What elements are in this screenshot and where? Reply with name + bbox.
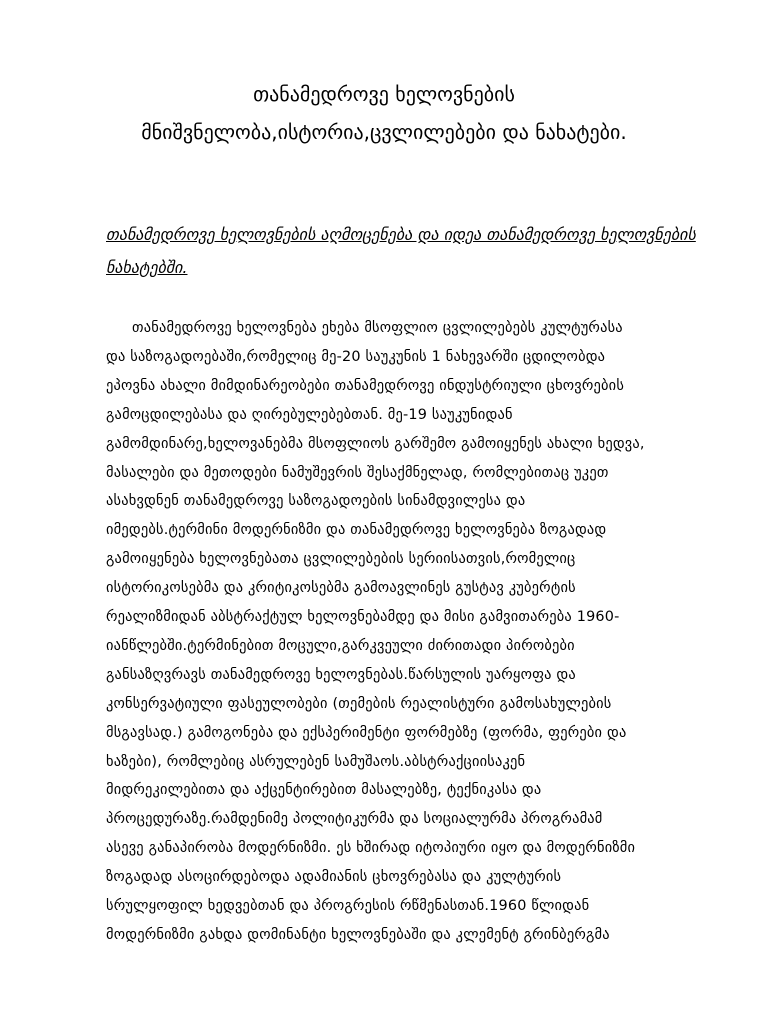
body-line: გამოიყენება ხელოვნებათა ცვლილებების სერიისათვის,რომელიც	[106, 551, 576, 568]
document-title-line-2: მნიშვნელობა,ისტორია,ცვლილებები და ნახატები.	[141, 120, 627, 144]
document-title-line-1: თანამედროვე ხელოვნების	[253, 82, 515, 106]
body-line: კონსერვატიული ფასეულობები (თემების რეალისტური გამოსახულების	[106, 695, 612, 712]
body-line: ასახვდნენ თანამედროვე საზოგადოების სინამდვილესა და	[106, 493, 526, 510]
body-line: იანწლებში.ტერმინებით მოცული,გარკვეული ძირითადი პირობები	[106, 637, 575, 654]
document-subtitle: თანამედროვე ხელოვნების აღმოცენება და იდეა თანამედროვე ხელოვნების ნახატებში.	[106, 225, 696, 277]
body-line: ასევე განაპირობა მოდერნიზმი. ეს ხშირად იტოპიური იყო და მოდერნიზმი	[106, 840, 636, 857]
body-line: პროცედურაზე.რამდენიმე პოლიტიკურმა და სოციალურმა პროგრამამ	[106, 811, 603, 828]
body-line: განსაზღვრავს თანამედროვე ხელოვნებას.წარსულის უარყოფა და	[106, 666, 576, 683]
body-line: თანამედროვე ხელოვნება ეხება მსოფლიო ცვლილებებს კულტურასა	[132, 320, 623, 336]
body-line: და საზოგადოებაში,რომელიც მე-20 საუკუნის 1 ნახევარში ცდილობდა	[106, 348, 606, 365]
body-line: მასალები და მეთოდები ნამუშევრის შესაქმნელად, რომლებითაც უკეთ	[106, 464, 609, 481]
body-line: მსგავსად.) გამოგონება და ექსპერიმენტი ფორმებზე (ფორმა, ფერები და	[106, 724, 627, 741]
body-line: მიდრეკილებითა და აქცენტირებით მასალებზე, ტექნიკასა და	[106, 782, 542, 799]
body-line: იმედებს.ტერმინი მოდერნიზმი და თანამედროვე ხელოვნება ზოგადად	[106, 522, 607, 539]
body-line: გამომდინარე,ხელოვანებმა მსოფლიოს გარშემო გამოიყენეს ახალი ხედვა,	[106, 435, 645, 452]
body-line: სრულყოფილ ხედვებთან და პროგრესის რწმენასთან.1960 წლიდან	[106, 898, 590, 914]
body-line: ეპოვნა ახალი მიმდინარეობები თანამედროვე ინდუსტრიული ცხოვრების	[106, 377, 625, 394]
body-line: გამოცდილებასა და ღირებულებებთან. მე-19 საუკუნიდან	[106, 406, 513, 423]
body-line: ხაზები), რომლებიც ასრულებენ სამუშაოს.აბსტრაქციისაკენ	[106, 753, 526, 770]
body-line: ისტორიკოსებმა და კრიტიკოსებმა გამოავლინეს გუსტავ კუბერტის	[106, 580, 576, 597]
body-line: რეალიზმიდან აბსტრაქტულ ხელოვნებამდე და მისი გამვითარება 1960-	[106, 609, 620, 625]
body-line: მოდერნიზმი გახდა დომინანტი ხელოვნებაში და კლემენტ გრინბერგმა	[106, 926, 610, 943]
body-line: ზოგადად ასოცირდებოდა ადამიანის ცხოვრებასა და კულტურის	[106, 869, 562, 886]
